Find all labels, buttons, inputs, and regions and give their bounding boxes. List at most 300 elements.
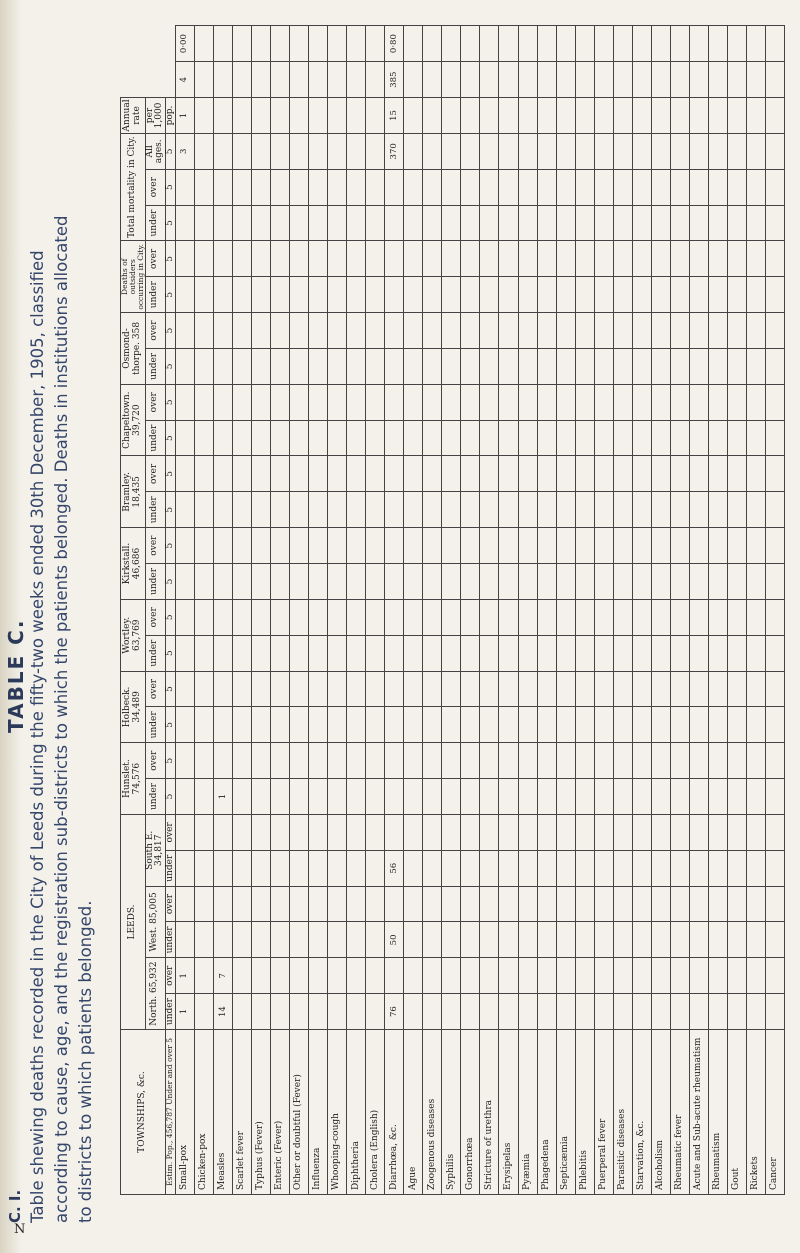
cause-label: Measles: [214, 1030, 233, 1195]
district-name: Chapeltown.: [122, 391, 133, 449]
table-cell: [594, 886, 613, 922]
table-cell: [670, 528, 689, 564]
sub-over: over: [145, 599, 165, 635]
table-cell: [366, 779, 385, 815]
table-cell: [423, 814, 442, 850]
table-cell: [328, 456, 347, 492]
table-cell: [499, 958, 518, 994]
table-row: [366, 26, 385, 1195]
table-cell: [404, 994, 423, 1030]
table-cell: [233, 528, 252, 564]
table-cell: [252, 814, 271, 850]
age-label: Under and over 5: [165, 1038, 175, 1105]
table-cell: [194, 743, 213, 779]
table-cell: [175, 169, 194, 205]
table-cell: [309, 958, 328, 994]
cause-label: Other or doubtful (Fever): [290, 1030, 309, 1195]
table-cell: [632, 133, 651, 169]
table-cell: [670, 850, 689, 886]
table-cell: [423, 348, 442, 384]
table-cell: [594, 26, 613, 62]
table-cell: [309, 814, 328, 850]
table-cell: [271, 241, 290, 277]
table-cell: [594, 98, 613, 134]
table-row: [442, 26, 461, 1195]
table-cell: [290, 528, 309, 564]
table-cell: [423, 62, 442, 98]
table-cell: [290, 277, 309, 313]
five: 5: [165, 743, 175, 779]
table-cell: [233, 26, 252, 62]
table-cell: [765, 743, 784, 779]
five: 5: [165, 384, 175, 420]
table-cell: [575, 635, 594, 671]
table-cell: [480, 420, 499, 456]
district-wortley: [121, 599, 146, 671]
table-cell: [309, 671, 328, 707]
table-cell: [252, 313, 271, 349]
table-cell: [290, 492, 309, 528]
table-cell: [385, 241, 404, 277]
table-row: [252, 26, 271, 1195]
sub-under: under: [145, 205, 165, 241]
sub-under: under: [145, 348, 165, 384]
table-cell: [480, 564, 499, 600]
table-cell: [518, 169, 537, 205]
table-cell: [461, 707, 480, 743]
table-cell: [670, 169, 689, 205]
table-cell: [651, 528, 670, 564]
table-cell: [708, 133, 727, 169]
table-cell: [708, 922, 727, 958]
townships-label: TOWNSHIPS, &c.: [137, 1071, 148, 1153]
heading-line-3: to districts to which patients belonged.: [76, 900, 95, 1223]
table-cell: [670, 348, 689, 384]
table-cell: [480, 779, 499, 815]
table-cell: [404, 635, 423, 671]
table-cell: [727, 635, 746, 671]
table-cell: [537, 348, 556, 384]
table-cell: [613, 922, 632, 958]
table-cell: [727, 528, 746, 564]
table-cell: [366, 850, 385, 886]
table-cell: [175, 922, 194, 958]
table-cell: [765, 994, 784, 1030]
table-cell: [746, 707, 765, 743]
table-cell: [689, 958, 708, 994]
table-cell: [404, 779, 423, 815]
table-cell: [556, 564, 575, 600]
table-cell: [233, 241, 252, 277]
table-cell: [689, 814, 708, 850]
table-cell: [575, 133, 594, 169]
table-cell: [499, 62, 518, 98]
table-cell: [556, 26, 575, 62]
table-cell: [689, 492, 708, 528]
table-cell: [328, 241, 347, 277]
table-cell: [499, 205, 518, 241]
table-cell: [175, 886, 194, 922]
table-cell: [765, 277, 784, 313]
table-cell: [651, 886, 670, 922]
table-cell: [214, 707, 233, 743]
table-cell: [461, 743, 480, 779]
table-cell: [689, 528, 708, 564]
district-name: Hunslet.: [122, 759, 133, 798]
table-cell: [594, 241, 613, 277]
table-cell: [746, 743, 765, 779]
table-cell: [537, 599, 556, 635]
table-cell: [480, 994, 499, 1030]
table-cell: [290, 26, 309, 62]
table-cell: [347, 26, 366, 62]
table-cell: [480, 528, 499, 564]
table-cell: [480, 313, 499, 349]
table-cell: [575, 241, 594, 277]
table-cell: [499, 922, 518, 958]
table-cell: [765, 958, 784, 994]
table-cell: [575, 850, 594, 886]
table-cell: [537, 384, 556, 420]
table-cell: [518, 456, 537, 492]
table-cell: [309, 599, 328, 635]
table-cell: [175, 528, 194, 564]
cause-label: Acute and Sub-acute rheumatism: [689, 1030, 708, 1195]
table-cell: [480, 98, 499, 134]
sub-over: over: [165, 958, 175, 994]
table-cell: [290, 384, 309, 420]
table-cell: [670, 384, 689, 420]
table-cell: [480, 456, 499, 492]
table-cell: 1: [175, 994, 194, 1030]
table-cell: [613, 958, 632, 994]
sub-under: under: [165, 922, 175, 958]
table-cell: [442, 671, 461, 707]
table-cell: [499, 671, 518, 707]
table-cell: [366, 886, 385, 922]
table-cell: [461, 850, 480, 886]
table-cell: [233, 635, 252, 671]
table-cell: [309, 98, 328, 134]
table-cell: [442, 133, 461, 169]
table-cell: [670, 241, 689, 277]
table-cell: [366, 62, 385, 98]
table-cell: [746, 922, 765, 958]
table-cell: [651, 707, 670, 743]
table-cell: [518, 98, 537, 134]
cause-label: Stricture of urethra: [480, 1030, 499, 1195]
table-cell: [537, 241, 556, 277]
table-cell: [461, 313, 480, 349]
table-cell: [271, 26, 290, 62]
table-row: [461, 26, 480, 1195]
table-cell: [746, 133, 765, 169]
table-row: [385, 26, 404, 1195]
table-cell: [233, 492, 252, 528]
table-cell: [651, 313, 670, 349]
table-cell: [708, 313, 727, 349]
table-cell: [214, 743, 233, 779]
table-cell: [385, 384, 404, 420]
table-cell: [613, 456, 632, 492]
table-cell: [499, 707, 518, 743]
table-cell: [480, 205, 499, 241]
pop-age-header: [165, 1030, 175, 1195]
table-cell: [575, 169, 594, 205]
district-name: Bramley.: [122, 471, 133, 512]
table-cell: [651, 26, 670, 62]
table-cell: [594, 348, 613, 384]
table-cell: [442, 98, 461, 134]
table-cell: [613, 133, 632, 169]
table-cell: [765, 814, 784, 850]
table-cell: [632, 814, 651, 850]
table-cell: [194, 98, 213, 134]
table-cell: [765, 922, 784, 958]
table-cell: [271, 671, 290, 707]
table-cell: [765, 420, 784, 456]
table-cell: [423, 635, 442, 671]
table-cell: [708, 707, 727, 743]
table-cell: [347, 922, 366, 958]
table-cell: [233, 779, 252, 815]
table-cell: [366, 635, 385, 671]
table-cell: [233, 994, 252, 1030]
table-cell: [233, 205, 252, 241]
page-number: N: [14, 1222, 26, 1237]
table-cell: [613, 492, 632, 528]
pop-abbr: pop.: [165, 98, 175, 134]
table-cell: 3: [175, 133, 194, 169]
table-cell: [613, 62, 632, 98]
table-row: [194, 26, 213, 1195]
table-cell: [423, 313, 442, 349]
table-cell: [613, 850, 632, 886]
table-cell: [651, 420, 670, 456]
table-cell: [328, 707, 347, 743]
table-cell: [290, 313, 309, 349]
table-cell: [499, 492, 518, 528]
table-cell: [385, 671, 404, 707]
table-cell: [727, 743, 746, 779]
table-cell: [271, 635, 290, 671]
table-cell: [651, 169, 670, 205]
table-row: [708, 26, 727, 1195]
table-cell: [727, 241, 746, 277]
five: 5: [165, 456, 175, 492]
table-cell: [556, 420, 575, 456]
table-cell: [556, 348, 575, 384]
table-cell: [575, 994, 594, 1030]
table-cell: [442, 277, 461, 313]
table-cell: [423, 922, 442, 958]
table-cell: [233, 922, 252, 958]
table-cell: [537, 62, 556, 98]
table-cell: [746, 26, 765, 62]
table-cell: [727, 814, 746, 850]
table-cell: [442, 850, 461, 886]
table-cell: [366, 994, 385, 1030]
table-cell: [385, 348, 404, 384]
sub-over: over: [145, 528, 165, 564]
table-cell: [575, 814, 594, 850]
table-cell: [499, 528, 518, 564]
table-cell: [442, 384, 461, 420]
table-cell: [651, 133, 670, 169]
table-cell: [290, 994, 309, 1030]
table-cell: [727, 62, 746, 98]
table-cell: [214, 456, 233, 492]
table-cell: [347, 313, 366, 349]
table-cell: [556, 994, 575, 1030]
table-cell: [252, 420, 271, 456]
table-cell: [727, 886, 746, 922]
district-hunslet: [121, 743, 146, 815]
table-cell: [708, 994, 727, 1030]
table-cell: [632, 420, 651, 456]
sub-over: over: [145, 743, 165, 779]
cause-label: Erysipelas: [499, 1030, 518, 1195]
table-cell: [309, 62, 328, 98]
table-cell: [765, 169, 784, 205]
table-cell: [594, 492, 613, 528]
table-row: [689, 26, 708, 1195]
table-cell: [194, 26, 213, 62]
table-cell: [404, 205, 423, 241]
five: 5: [165, 420, 175, 456]
five: 5: [165, 564, 175, 600]
table-cell: [480, 958, 499, 994]
table-cell: [594, 850, 613, 886]
district-bramley: [121, 456, 146, 528]
table-cell: [575, 26, 594, 62]
table-cell: [518, 850, 537, 886]
table-cell: [290, 564, 309, 600]
table-cell: [385, 205, 404, 241]
table-cell: [194, 671, 213, 707]
table-cell: [594, 743, 613, 779]
table-cell: [727, 922, 746, 958]
table-cell: [271, 277, 290, 313]
table-cell: [651, 958, 670, 994]
table-cell: [594, 384, 613, 420]
table-cell: [575, 671, 594, 707]
table-cell: [252, 994, 271, 1030]
table-cell: [252, 62, 271, 98]
table-cell: [765, 348, 784, 384]
table-cell: [727, 169, 746, 205]
district-chapeltown: [121, 384, 146, 456]
table-cell: [271, 456, 290, 492]
table-cell: [765, 564, 784, 600]
table-cell: [194, 133, 213, 169]
table-cell: [194, 313, 213, 349]
table-cell: [499, 886, 518, 922]
table-cell: [252, 277, 271, 313]
table-cell: [271, 384, 290, 420]
cause-label: Rheumatic fever: [670, 1030, 689, 1195]
table-cell: [442, 743, 461, 779]
table-cell: [252, 743, 271, 779]
table-cell: [613, 671, 632, 707]
table-cell: [461, 599, 480, 635]
table-cell: [632, 277, 651, 313]
table-cell: [651, 599, 670, 635]
district-pop: 34,489: [131, 691, 142, 723]
table-cell: [575, 886, 594, 922]
district-name: West.: [149, 926, 160, 952]
table-cell: [689, 98, 708, 134]
table-cell: [461, 98, 480, 134]
table-cell: [290, 743, 309, 779]
table-cell: [727, 205, 746, 241]
district-pop: 85,005: [149, 892, 160, 924]
five: 5: [165, 313, 175, 349]
table-cell: [366, 528, 385, 564]
table-cell: [271, 528, 290, 564]
cause-label: Puerperal fever: [594, 1030, 613, 1195]
table-cell: [746, 958, 765, 994]
table-cell: [670, 743, 689, 779]
table-cell: [537, 133, 556, 169]
table-cell: [499, 814, 518, 850]
table-row: [480, 26, 499, 1195]
table-cell: [708, 456, 727, 492]
table-cell: [366, 492, 385, 528]
table-cell: [404, 348, 423, 384]
table-cell: [651, 492, 670, 528]
table-cell: [385, 779, 404, 815]
table-cell: [708, 814, 727, 850]
table-cell: [518, 635, 537, 671]
table-cell: [632, 994, 651, 1030]
table-cell: [328, 420, 347, 456]
table-cell: [309, 564, 328, 600]
table-cell: [271, 313, 290, 349]
table-cell: [537, 958, 556, 994]
table-cell: [194, 994, 213, 1030]
table-row: [632, 26, 651, 1195]
table-cell: [746, 205, 765, 241]
table-cell: [461, 779, 480, 815]
table-cell: [423, 994, 442, 1030]
table-cell: [556, 277, 575, 313]
table-cell: [518, 958, 537, 994]
table-cell: [404, 456, 423, 492]
district-north: [145, 958, 165, 1030]
table-cell: [423, 599, 442, 635]
table-cell: [746, 241, 765, 277]
table-cell: [233, 886, 252, 922]
cause-label: Zoogenous diseases: [423, 1030, 442, 1195]
table-cell: [214, 205, 233, 241]
table-cell: [537, 26, 556, 62]
table-cell: [689, 886, 708, 922]
table-cell: [309, 707, 328, 743]
table-cell: [271, 420, 290, 456]
sub-under: under: [145, 635, 165, 671]
table-cell: [461, 348, 480, 384]
table-cell: [309, 241, 328, 277]
all-ages-header: All ages.: [145, 133, 165, 169]
table-cell: [366, 133, 385, 169]
table-cell: [575, 277, 594, 313]
table-cell: [233, 671, 252, 707]
table-cell: [537, 994, 556, 1030]
table-cell: [613, 743, 632, 779]
table-cell: [708, 599, 727, 635]
cause-label: Gout: [727, 1030, 746, 1195]
